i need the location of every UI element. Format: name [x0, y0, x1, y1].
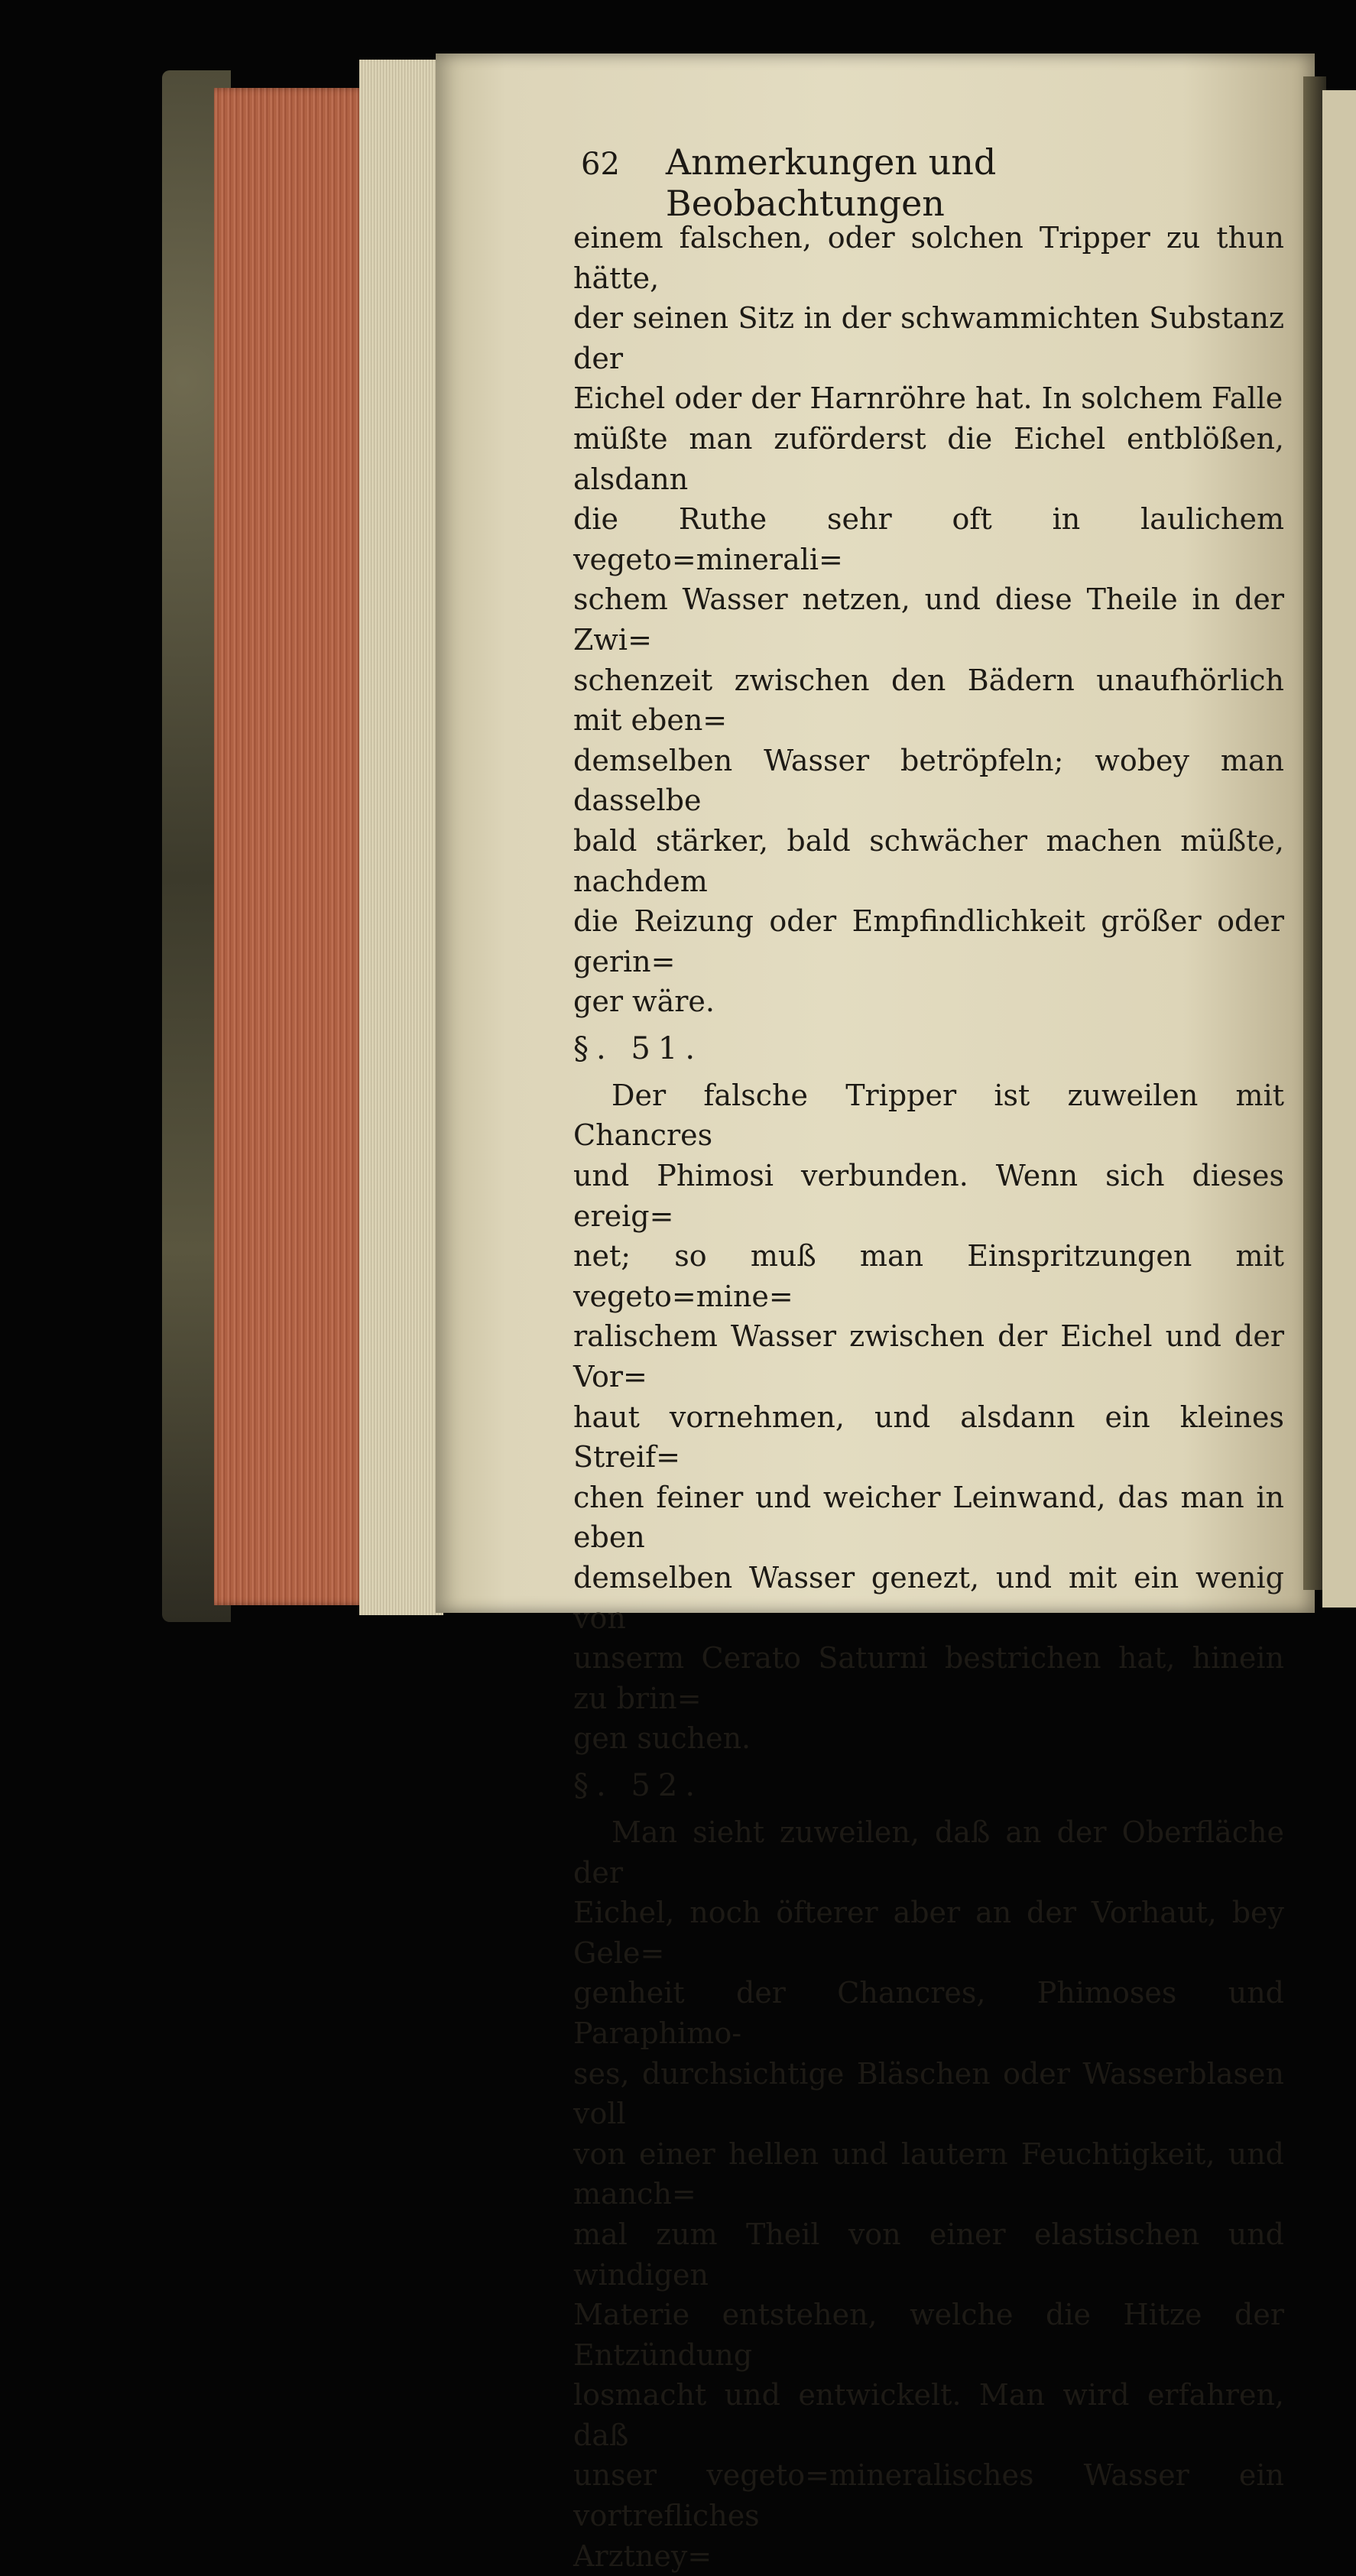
paragraph-1: [573, 218, 1284, 1022]
text-line: Eichel oder der Harnröhre hat. In solchem Falle: [573, 381, 1283, 416]
section-heading-51: §. 51.: [573, 1030, 703, 1066]
text-line: der seinen Sitz in der schwammichten Substanz der: [573, 301, 1284, 375]
text-line: Eichel, noch öfterer aber an der Vorhaut, bey Gele=: [573, 1896, 1284, 1970]
text-line: einem falschen, oder solchen Tripper zu thun hätte,: [573, 221, 1284, 295]
text-line: die Reizung oder Empfindlichkeit größer oder gerin=: [573, 904, 1284, 978]
text-line: demselben Wasser betröpfeln; wobey man dasselbe: [573, 743, 1284, 818]
text-line: unserm Cerato Saturni bestrichen hat, hinein zu brin=: [573, 1641, 1284, 1715]
text-line: und Phimosi verbunden. Wenn sich dieses ereig=: [573, 1159, 1284, 1233]
text-block: [573, 218, 1284, 2576]
text-line: Materie entstehen, welche die Hitze der Entzündung: [573, 2298, 1284, 2372]
text-line: chen feiner und weicher Leinwand, das man in eben: [573, 1480, 1284, 1555]
text-line: die Ruthe sehr oft in laulichem vegeto=minerali=: [573, 502, 1284, 576]
text-line: losmacht und entwickelt. Man wird erfahren, daß: [573, 2378, 1284, 2452]
running-head-title: Anmerkungen und Beobachtungen: [665, 141, 997, 224]
catchword: Arztney=: [573, 2539, 712, 2573]
section-heading-52: §. 52.: [573, 1767, 703, 1803]
text-line: schem Wasser netzen, und diese Theile in der Zwi=: [573, 582, 1284, 657]
text-line: Der falsche Tripper ist zuweilen mit Chancres: [573, 1078, 1284, 1153]
text-line: demselben Wasser genezt, und mit ein wenig von: [573, 1561, 1284, 1635]
text-line: ralischem Wasser zwischen der Eichel und der Vor=: [573, 1319, 1284, 1394]
paragraph-2: [573, 1075, 1284, 1759]
text-line: schenzeit zwischen den Bädern unaufhörlich mit eben=: [573, 663, 1284, 738]
paragraph-3: [573, 1812, 1284, 2536]
running-head: [581, 141, 1208, 224]
page-edges: [214, 88, 367, 1605]
text-line: net; so muß man Einspritzungen mit vegeto=mine=: [573, 1239, 1284, 1313]
text-line: Man sieht zuweilen, daß an der Oberfläche der: [573, 1815, 1284, 1890]
text-line: gen suchen.: [573, 1721, 751, 1756]
next-page-edge: [1322, 90, 1356, 1608]
text-line: unser vegeto=mineralisches Wasser ein vortrefliches: [573, 2458, 1284, 2533]
text-line: müßte man zuförderst die Eichel entblößen, alsdann: [573, 421, 1284, 496]
text-line: mal zum Theil von einer elastischen und windigen: [573, 2217, 1284, 2292]
page-number: 62: [581, 147, 620, 182]
text-line: haut vornehmen, und alsdann ein kleines Streif=: [573, 1400, 1284, 1475]
page-stack: [359, 60, 443, 1615]
text-line: genheit der Chancres, Phimoses und Paraphimo-: [573, 1976, 1284, 2050]
text-line: bald stärker, bald schwächer machen müßte, nachdem: [573, 823, 1284, 898]
text-line: ger wäre.: [573, 985, 715, 1019]
text-line: von einer hellen und lautern Feuchtigkeit, und manch=: [573, 2136, 1284, 2211]
text-line: ses, durchsichtige Bläschen oder Wasserblasen voll: [573, 2056, 1284, 2131]
